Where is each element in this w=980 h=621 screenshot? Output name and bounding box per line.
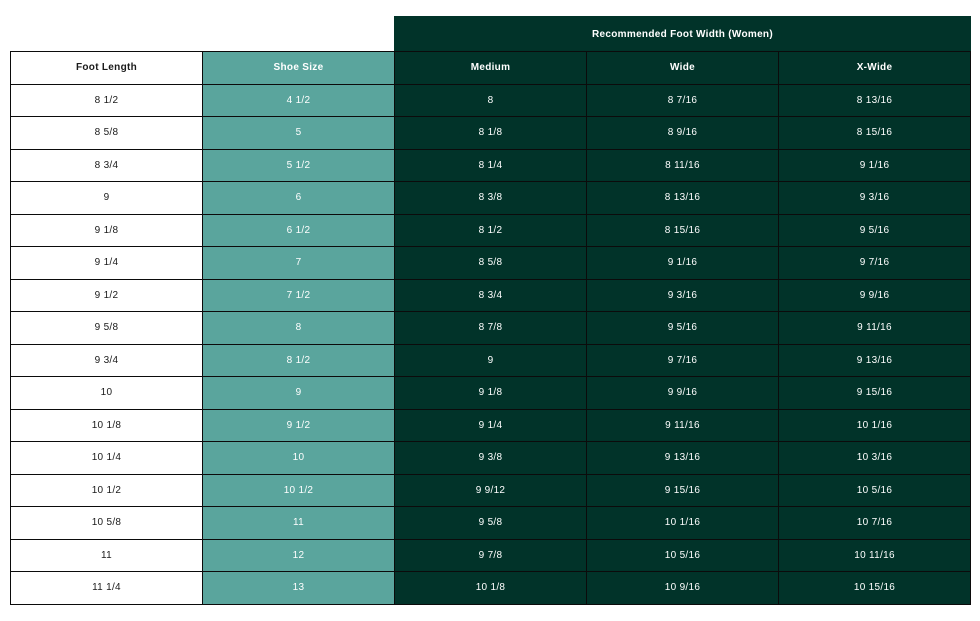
medium-width-cell: 8 bbox=[395, 84, 587, 117]
wide-width-cell: 10 5/16 bbox=[587, 539, 779, 572]
column-header-shoe-size: Shoe Size bbox=[203, 52, 395, 85]
shoe-size-cell: 6 1/2 bbox=[203, 214, 395, 247]
shoe-size-cell: 8 bbox=[203, 312, 395, 345]
table-row bbox=[11, 409, 971, 442]
wide-width-cell: 9 1/16 bbox=[587, 247, 779, 280]
wide-width-cell: 9 5/16 bbox=[587, 312, 779, 345]
wide-width-cell: 8 7/16 bbox=[587, 84, 779, 117]
x-wide-width-cell: 9 7/16 bbox=[779, 247, 971, 280]
medium-width-cell: 9 5/8 bbox=[395, 507, 587, 540]
shoe-size-cell: 5 bbox=[203, 117, 395, 150]
medium-width-cell: 8 3/8 bbox=[395, 182, 587, 215]
wide-width-cell: 10 1/16 bbox=[587, 507, 779, 540]
x-wide-width-cell: 10 11/16 bbox=[779, 539, 971, 572]
foot-length-cell: 10 1/8 bbox=[11, 409, 203, 442]
wide-width-cell: 9 11/16 bbox=[587, 409, 779, 442]
foot-length-cell: 9 3/4 bbox=[11, 344, 203, 377]
shoe-size-cell: 10 bbox=[203, 442, 395, 475]
x-wide-width-cell: 8 15/16 bbox=[779, 117, 971, 150]
wide-width-cell: 10 9/16 bbox=[587, 572, 779, 605]
shoe-size-cell: 5 1/2 bbox=[203, 149, 395, 182]
wide-width-cell: 9 13/16 bbox=[587, 442, 779, 475]
medium-width-cell: 8 5/8 bbox=[395, 247, 587, 280]
column-header-foot-length: Foot Length bbox=[11, 52, 203, 85]
shoe-size-cell: 6 bbox=[203, 182, 395, 215]
shoe-size-cell: 13 bbox=[203, 572, 395, 605]
table-row bbox=[11, 507, 971, 540]
medium-width-cell: 9 bbox=[395, 344, 587, 377]
group-header-recommended-foot-width: Recommended Foot Width (Women) bbox=[395, 17, 971, 52]
medium-width-cell: 10 1/8 bbox=[395, 572, 587, 605]
medium-width-cell: 9 9/12 bbox=[395, 474, 587, 507]
table-row bbox=[11, 539, 971, 572]
x-wide-width-cell: 9 11/16 bbox=[779, 312, 971, 345]
table-row bbox=[11, 182, 971, 215]
foot-length-cell: 9 1/8 bbox=[11, 214, 203, 247]
foot-length-cell: 9 1/4 bbox=[11, 247, 203, 280]
foot-length-cell: 10 1/4 bbox=[11, 442, 203, 475]
column-header-medium: Medium bbox=[395, 52, 587, 85]
wide-width-cell: 9 9/16 bbox=[587, 377, 779, 410]
x-wide-width-cell: 9 3/16 bbox=[779, 182, 971, 215]
table-row bbox=[11, 474, 971, 507]
table-row bbox=[11, 572, 971, 605]
medium-width-cell: 9 3/8 bbox=[395, 442, 587, 475]
column-header-x-wide: X-Wide bbox=[779, 52, 971, 85]
shoe-size-cell: 10 1/2 bbox=[203, 474, 395, 507]
medium-width-cell: 9 1/4 bbox=[395, 409, 587, 442]
shoe-size-cell: 9 bbox=[203, 377, 395, 410]
x-wide-width-cell: 9 5/16 bbox=[779, 214, 971, 247]
foot-length-cell: 10 1/2 bbox=[11, 474, 203, 507]
medium-width-cell: 8 1/4 bbox=[395, 149, 587, 182]
foot-length-cell: 9 bbox=[11, 182, 203, 215]
x-wide-width-cell: 9 9/16 bbox=[779, 279, 971, 312]
table-row bbox=[11, 247, 971, 280]
foot-width-table bbox=[10, 16, 971, 605]
column-header-row bbox=[11, 52, 971, 85]
x-wide-width-cell: 10 1/16 bbox=[779, 409, 971, 442]
table-row bbox=[11, 312, 971, 345]
medium-width-cell: 8 3/4 bbox=[395, 279, 587, 312]
medium-width-cell: 8 1/2 bbox=[395, 214, 587, 247]
x-wide-width-cell: 10 15/16 bbox=[779, 572, 971, 605]
table-row bbox=[11, 117, 971, 150]
foot-length-cell: 10 5/8 bbox=[11, 507, 203, 540]
shoe-size-cell: 12 bbox=[203, 539, 395, 572]
x-wide-width-cell: 10 7/16 bbox=[779, 507, 971, 540]
x-wide-width-cell: 9 1/16 bbox=[779, 149, 971, 182]
foot-length-cell: 11 bbox=[11, 539, 203, 572]
x-wide-width-cell: 9 15/16 bbox=[779, 377, 971, 410]
medium-width-cell: 8 1/8 bbox=[395, 117, 587, 150]
foot-length-cell: 11 1/4 bbox=[11, 572, 203, 605]
table-row bbox=[11, 214, 971, 247]
x-wide-width-cell: 10 5/16 bbox=[779, 474, 971, 507]
shoe-size-cell: 8 1/2 bbox=[203, 344, 395, 377]
table-row bbox=[11, 344, 971, 377]
wide-width-cell: 9 7/16 bbox=[587, 344, 779, 377]
shoe-size-cell: 9 1/2 bbox=[203, 409, 395, 442]
shoe-size-cell: 11 bbox=[203, 507, 395, 540]
size-chart bbox=[10, 16, 970, 605]
medium-width-cell: 9 7/8 bbox=[395, 539, 587, 572]
group-header-row bbox=[11, 17, 971, 52]
foot-length-cell: 8 3/4 bbox=[11, 149, 203, 182]
wide-width-cell: 8 13/16 bbox=[587, 182, 779, 215]
x-wide-width-cell: 9 13/16 bbox=[779, 344, 971, 377]
empty-corner bbox=[11, 17, 395, 52]
table-row bbox=[11, 442, 971, 475]
foot-length-cell: 9 5/8 bbox=[11, 312, 203, 345]
foot-length-cell: 8 5/8 bbox=[11, 117, 203, 150]
foot-length-cell: 10 bbox=[11, 377, 203, 410]
medium-width-cell: 8 7/8 bbox=[395, 312, 587, 345]
wide-width-cell: 8 11/16 bbox=[587, 149, 779, 182]
foot-length-cell: 9 1/2 bbox=[11, 279, 203, 312]
shoe-size-cell: 4 1/2 bbox=[203, 84, 395, 117]
wide-width-cell: 8 9/16 bbox=[587, 117, 779, 150]
table-body bbox=[11, 84, 971, 604]
wide-width-cell: 8 15/16 bbox=[587, 214, 779, 247]
table-row bbox=[11, 279, 971, 312]
table-row bbox=[11, 84, 971, 117]
x-wide-width-cell: 10 3/16 bbox=[779, 442, 971, 475]
shoe-size-cell: 7 bbox=[203, 247, 395, 280]
table-row bbox=[11, 377, 971, 410]
x-wide-width-cell: 8 13/16 bbox=[779, 84, 971, 117]
column-header-wide: Wide bbox=[587, 52, 779, 85]
wide-width-cell: 9 3/16 bbox=[587, 279, 779, 312]
table-row bbox=[11, 149, 971, 182]
foot-length-cell: 8 1/2 bbox=[11, 84, 203, 117]
wide-width-cell: 9 15/16 bbox=[587, 474, 779, 507]
medium-width-cell: 9 1/8 bbox=[395, 377, 587, 410]
shoe-size-cell: 7 1/2 bbox=[203, 279, 395, 312]
